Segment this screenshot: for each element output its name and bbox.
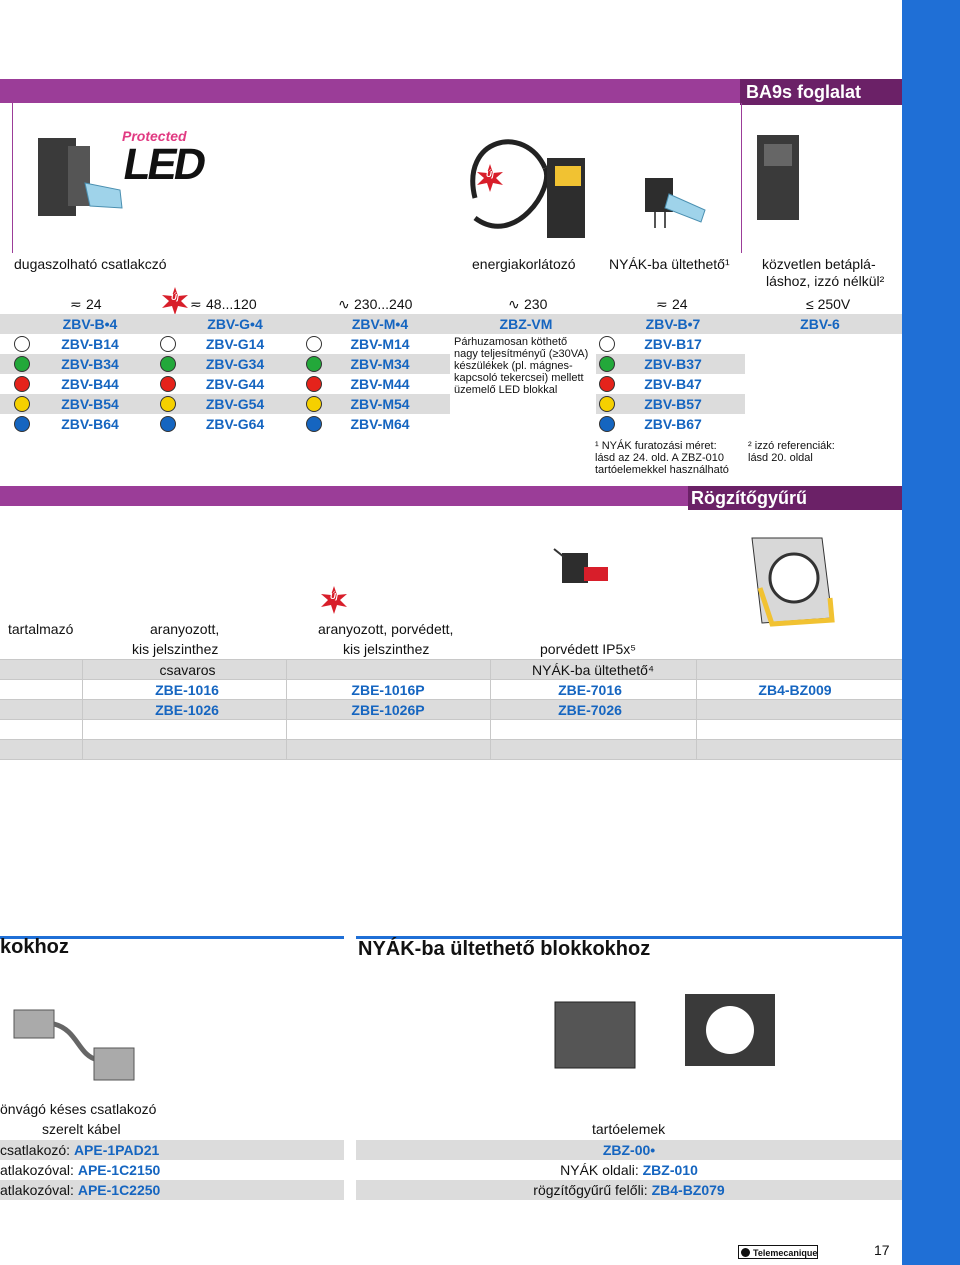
side-tab-bar	[902, 0, 960, 1265]
blue-led-icon	[160, 416, 176, 432]
grid-divider	[0, 759, 902, 760]
product-code: ZBV-B64	[61, 416, 119, 432]
blue-led-icon	[306, 416, 322, 432]
product-code: ZBZ-00•	[602, 1142, 656, 1158]
yellow-led-icon	[306, 396, 322, 412]
page-title: BA9s foglalat	[740, 79, 902, 105]
zbzvm-note-line: üzemelő LED blokkal	[454, 384, 558, 396]
product-code: ZB4-BZ009	[758, 682, 832, 698]
new-badge-icon: Új	[161, 287, 189, 315]
pcb-type-label: NYÁK-ba ültethető⁴	[532, 662, 654, 678]
pcb-label: NYÁK-ba ültethető¹	[609, 256, 730, 272]
bottom-left-title: kokhoz	[0, 936, 69, 958]
green-led-icon	[14, 356, 30, 372]
accessory-label: atlakozóval:	[0, 1182, 78, 1198]
yellow-led-icon	[14, 396, 30, 412]
ac-dc-symbol-icon: ≂	[190, 296, 202, 312]
fixing-collar-image	[742, 528, 842, 638]
red-led-icon	[160, 376, 176, 392]
product-code: ZBE-7016	[558, 682, 622, 698]
product-code: ZBE-1026	[155, 702, 219, 718]
product-code: ZBV-M•4	[351, 316, 409, 332]
footnote-line: lásd az 24. old. A ZBZ-010	[595, 452, 725, 464]
voltage-value: 230...240	[354, 296, 413, 312]
red-led-icon	[306, 376, 322, 392]
grid-row	[0, 739, 902, 759]
grid-row	[0, 699, 902, 719]
white-led-icon	[599, 336, 615, 352]
footnote-line: ¹ NYÁK furatozási méret:	[595, 440, 717, 452]
accessory-row	[356, 1160, 902, 1180]
product-code: ZBV-G14	[205, 336, 265, 352]
product-code: ZB4-BZ079	[651, 1182, 725, 1198]
product-code: ZBV-M14	[350, 336, 410, 352]
product-code: ZBE-1016P	[351, 682, 425, 698]
header-bar	[0, 79, 740, 103]
product-code: ZBE-1026P	[351, 702, 425, 718]
white-led-icon	[14, 336, 30, 352]
accessory-label: atlakozóval:	[0, 1162, 78, 1178]
product-code: ZBV-G64	[205, 416, 265, 432]
bottom-right-line1: tartóelemek	[592, 1121, 666, 1137]
green-led-icon	[160, 356, 176, 372]
product-code: ZBZ-VM	[499, 316, 553, 332]
globe-icon	[741, 1248, 750, 1257]
code-row-header	[0, 314, 902, 334]
grid-row	[0, 679, 902, 699]
product-code: ZBV-G54	[205, 396, 265, 412]
product-code: APE-1PAD21	[73, 1142, 160, 1158]
accessory-row	[0, 1140, 344, 1160]
product-code: ZBV-M64	[350, 416, 410, 432]
product-code: ZBE-1016	[155, 682, 219, 698]
footnote-line: ² izzó referenciák:	[748, 440, 835, 452]
brand-logo	[738, 1245, 818, 1259]
product-code: ZBV-B54	[61, 396, 119, 412]
product-code: ZBV-B34	[61, 356, 119, 372]
product-code: ZBV-G•4	[207, 316, 263, 332]
voltage-value: 230	[524, 296, 548, 312]
accessory-label: rögzítőgyűrű felőli:	[533, 1182, 652, 1198]
new-badge-icon: Új	[320, 586, 348, 614]
blue-led-icon	[599, 416, 615, 432]
product-code: ZBV-M44	[350, 376, 410, 392]
direct-feed-label-1: közvetlen betáplá-	[762, 256, 876, 272]
product-code: ZBE-7026	[558, 702, 622, 718]
product-code: ZBV-B67	[644, 416, 702, 432]
voltage-value: 24	[86, 296, 102, 312]
voltage-row	[0, 294, 902, 314]
product-code: APE-1C2150	[77, 1162, 161, 1178]
bottom-left-line2: szerelt kábel	[42, 1121, 121, 1137]
accessory-row	[0, 1180, 344, 1200]
product-code: ZBV-G44	[205, 376, 265, 392]
col-desc-2a: aranyozott, porvédett,	[318, 621, 454, 637]
red-led-icon	[14, 376, 30, 392]
accessory-label: csatlakozó:	[0, 1142, 74, 1158]
new-badge-icon: Új	[476, 164, 504, 192]
led-logo-text: LED	[119, 140, 208, 189]
grid-divider	[286, 659, 287, 759]
page-number: 17	[874, 1242, 890, 1258]
voltage-value: 24	[672, 296, 688, 312]
yellow-led-icon	[160, 396, 176, 412]
ac-symbol-icon: ∿	[338, 296, 350, 312]
bottom-right-title: NYÁK-ba ültethető blokkokhoz	[358, 938, 651, 960]
column-divider	[741, 103, 742, 253]
col-desc-1b: kis jelszinthez	[132, 641, 219, 657]
product-code: ZBV-B37	[644, 356, 702, 372]
plug-connector-image	[30, 128, 130, 228]
product-code: APE-1C2250	[77, 1182, 161, 1198]
accessory-row	[356, 1180, 902, 1200]
product-code: ZBV-B17	[644, 336, 702, 352]
accessory-row	[356, 1140, 902, 1160]
footnote-1	[595, 440, 729, 476]
ac-dc-symbol-icon: ≂	[656, 296, 668, 312]
product-code: ZBV-B14	[61, 336, 119, 352]
accessory-row	[0, 1160, 344, 1180]
product-code: ZBV-B•4	[62, 316, 118, 332]
bottom-left-line1: önvágó késes csatlakozó	[0, 1101, 157, 1117]
footnote-2	[748, 440, 835, 464]
voltage-value: ≤ 250V	[806, 296, 851, 312]
grid-divider	[696, 659, 697, 759]
zbzvm-note-line: készülékek (pl. mágnes-	[454, 360, 573, 372]
grid-divider	[490, 659, 491, 759]
section-title: Rögzítőgyűrű	[688, 486, 902, 510]
product-code: ZBV-B•7	[645, 316, 701, 332]
green-led-icon	[599, 356, 615, 372]
contains-label: tartalmazó	[8, 621, 74, 637]
plug-connector-label: dugaszolható csatlakczó	[14, 256, 167, 272]
col-desc-3: porvédett IP5x⁵	[540, 641, 637, 657]
product-code: ZBV-B57	[644, 396, 702, 412]
zbzvm-note-line: kapcsoló tekercsei) mellett	[454, 372, 584, 384]
zbzvm-note-box	[450, 334, 596, 418]
col-desc-1a: aranyozott,	[150, 621, 220, 637]
section-bar	[0, 486, 688, 506]
white-led-icon	[160, 336, 176, 352]
grid-row	[0, 719, 902, 739]
blue-led-icon	[14, 416, 30, 432]
zbzvm-note-line: nagy teljesítményű (≥30VA)	[454, 348, 589, 360]
ac-symbol-icon: ∿	[508, 296, 520, 312]
product-code: ZBV-6	[800, 316, 840, 332]
product-code: ZBV-B44	[61, 376, 119, 392]
cable-connector-image	[8, 1000, 148, 1090]
energy-limiter-label: energiakorlátozó	[472, 256, 576, 272]
footnote-line: lásd 20. oldal	[748, 452, 813, 464]
white-led-icon	[306, 336, 322, 352]
col-desc-2b: kis jelszinthez	[343, 641, 430, 657]
grid-row	[0, 659, 902, 679]
voltage-value: 48...120	[206, 296, 257, 312]
empty-cell	[745, 334, 902, 434]
product-code: ZBZ-010	[642, 1162, 698, 1178]
green-led-icon	[306, 356, 322, 372]
screw-type-label: csavaros	[159, 662, 216, 678]
product-code: ZBV-M34	[350, 356, 410, 372]
accessory-label: NYÁK oldali:	[560, 1162, 643, 1178]
zbzvm-note-line: Párhuzamosan köthető	[454, 336, 568, 348]
footnote-line: tartóelemekkel használható	[595, 464, 729, 476]
protected-logo-text: Protected	[122, 128, 187, 144]
product-code: ZBV-M54	[350, 396, 410, 412]
direct-feed-label-2: láshoz, izzó nélkül²	[766, 273, 885, 289]
contact-block-image	[550, 545, 620, 605]
brand-name: Telemecanique	[753, 1248, 818, 1258]
pcb-module-image	[625, 170, 715, 230]
holder-elements-image	[545, 990, 785, 1080]
grid-divider	[82, 659, 83, 759]
ba9s-socket-image	[752, 130, 812, 230]
yellow-led-icon	[599, 396, 615, 412]
column-divider	[12, 103, 13, 253]
ac-dc-symbol-icon: ≂	[70, 296, 82, 312]
product-code: ZBV-B47	[644, 376, 702, 392]
product-code: ZBV-G34	[205, 356, 265, 372]
red-led-icon	[599, 376, 615, 392]
